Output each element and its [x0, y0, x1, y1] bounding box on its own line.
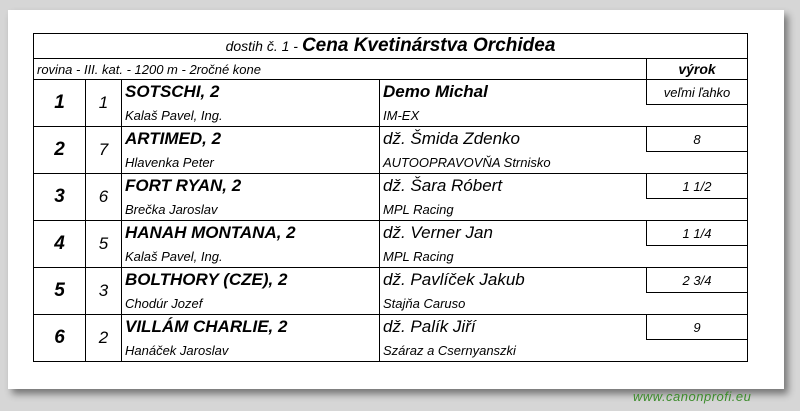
- owner-name: MPL Racing: [380, 246, 748, 268]
- margin-cell: 1 1/4: [647, 221, 748, 246]
- trainer-name: Hanáček Jaroslav: [122, 340, 380, 362]
- start-number-cell: 2: [86, 315, 122, 362]
- result-row: [34, 221, 748, 246]
- place-cell: 4: [34, 221, 86, 268]
- trainer-name: Kalaš Pavel, Ing.: [122, 105, 380, 127]
- jockey-name: dž. Palík Jiří: [380, 315, 647, 340]
- margin-cell: 9: [647, 315, 748, 340]
- jockey-name: Demo Michal: [380, 80, 647, 105]
- result-row: [34, 80, 748, 105]
- horse-name: FORT RYAN, 2: [122, 174, 380, 199]
- horse-name: HANAH MONTANA, 2: [122, 221, 380, 246]
- result-subrow: [34, 340, 748, 362]
- trainer-name: Kalaš Pavel, Ing.: [122, 246, 380, 268]
- margin-cell: veľmi ľahko: [647, 80, 748, 105]
- trainer-name: Brečka Jaroslav: [122, 199, 380, 221]
- race-prefix: dostih č. 1 -: [225, 38, 298, 54]
- race-name: Cena Kvetinárstva Orchidea: [301, 35, 556, 56]
- race-title: [34, 34, 748, 59]
- result-row: [34, 174, 748, 199]
- owner-name: IM-EX: [380, 105, 748, 127]
- margin-cell: 8: [647, 127, 748, 152]
- place-cell: 5: [34, 268, 86, 315]
- result-subrow: [34, 105, 748, 127]
- result-subrow: [34, 199, 748, 221]
- result-subrow: [34, 152, 748, 174]
- jockey-name: dž. Šmida Zdenko: [380, 127, 647, 152]
- start-number-cell: 5: [86, 221, 122, 268]
- jockey-name: dž. Šara Róbert: [380, 174, 647, 199]
- horse-name: BOLTHORY (CZE), 2: [122, 268, 380, 293]
- margin-cell: 2 3/4: [647, 268, 748, 293]
- place-cell: 3: [34, 174, 86, 221]
- jockey-name: dž. Pavlíček Jakub: [380, 268, 647, 293]
- race-conditions-row: [34, 59, 748, 80]
- result-row: [34, 315, 748, 340]
- owner-name: AUTOOPRAVOVŇA Strnisko: [380, 152, 748, 174]
- website-credit: www.canonprofi.eu: [633, 389, 752, 404]
- result-subrow: [34, 293, 748, 315]
- owner-name: Stajňa Caruso: [380, 293, 748, 315]
- trainer-name: Chodúr Jozef: [122, 293, 380, 315]
- race-title-row: [34, 34, 748, 59]
- start-number-cell: 7: [86, 127, 122, 174]
- horse-name: VILLÁM CHARLIE, 2: [122, 315, 380, 340]
- owner-name: MPL Racing: [380, 199, 748, 221]
- place-cell: 2: [34, 127, 86, 174]
- horse-name: ARTIMED, 2: [122, 127, 380, 152]
- race-conditions: rovina - III. kat. - 1200 m - 2ročné kone: [34, 59, 647, 80]
- place-cell: 6: [34, 315, 86, 362]
- place-cell: 1: [34, 80, 86, 127]
- result-row: [34, 268, 748, 293]
- result-row: [34, 127, 748, 152]
- owner-name: Száraz a Csernyanszki: [380, 340, 748, 362]
- trainer-name: Hlavenka Peter: [122, 152, 380, 174]
- result-subrow: [34, 246, 748, 268]
- race-results-table: [33, 33, 748, 362]
- jockey-name: dž. Verner Jan: [380, 221, 647, 246]
- verdict-header: výrok: [647, 59, 748, 80]
- start-number-cell: 6: [86, 174, 122, 221]
- start-number-cell: 3: [86, 268, 122, 315]
- margin-cell: 1 1/2: [647, 174, 748, 199]
- horse-name: SOTSCHI, 2: [122, 80, 380, 105]
- start-number-cell: 1: [86, 80, 122, 127]
